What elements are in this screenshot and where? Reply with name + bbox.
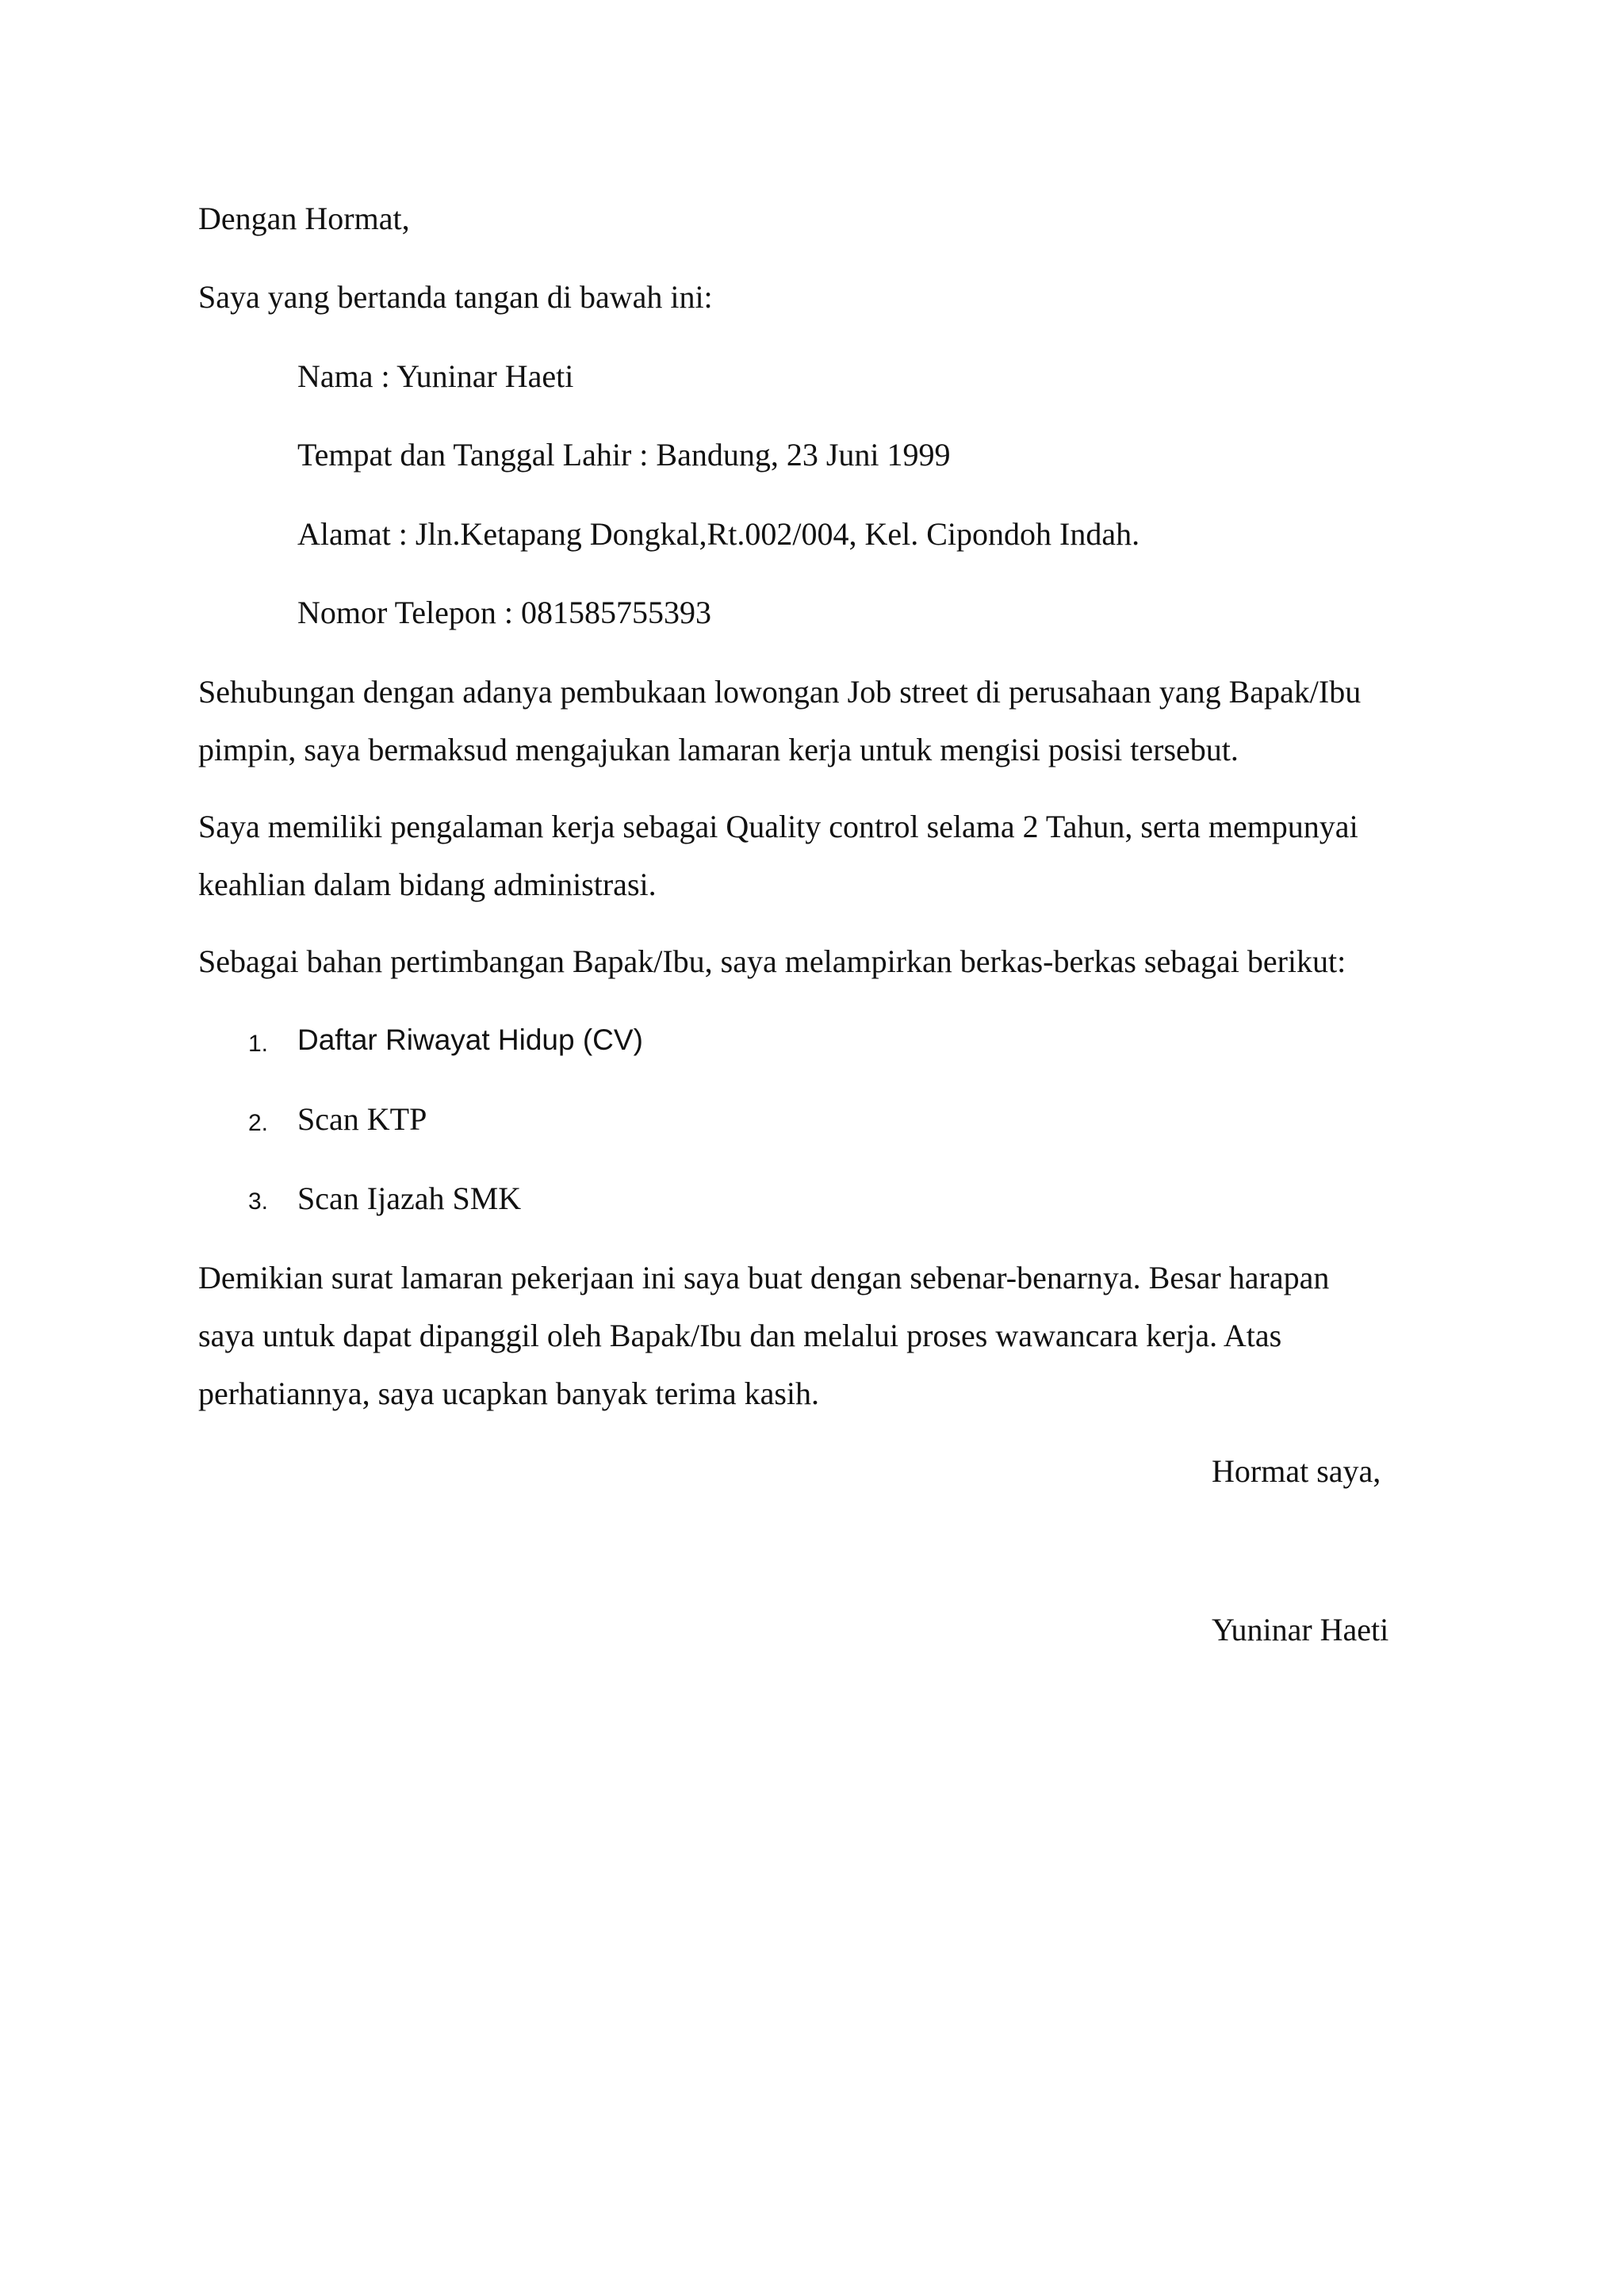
paragraph2-line1: Saya memiliki pengalaman kerja sebagai Quality control selama 2 Tahun, serta mempunyai bbox=[198, 809, 1358, 844]
closing-line1: Demikian surat lamaran pekerjaan ini saya buat dengan sebenar-benarnya. Besar harapan bbox=[198, 1260, 1330, 1295]
identity-phone: Nomor Telepon : 081585755393 bbox=[297, 595, 711, 630]
signoff: Hormat saya, bbox=[1212, 1453, 1381, 1489]
closing-line2: saya untuk dapat dipanggil oleh Bapak/Ibu dan melalui proses wawancara kerja. Atas bbox=[198, 1318, 1282, 1353]
attachments-intro: Sebagai bahan pertimbangan Bapak/Ibu, saya melampirkan berkas-berkas sebagai berikut: bbox=[198, 943, 1346, 979]
list-number: 1. bbox=[248, 1031, 269, 1057]
list-item-text: Daftar Riwayat Hidup (CV) bbox=[297, 1024, 643, 1056]
list-item-text: Scan Ijazah SMK bbox=[297, 1181, 522, 1216]
list-number: 2. bbox=[248, 1110, 269, 1136]
paragraph2-line2: keahlian dalam bidang administrasi. bbox=[198, 867, 657, 902]
paragraph1-line1: Sehubungan dengan adanya pembukaan lowongan Job street di perusahaan yang Bapak/Ibu bbox=[198, 674, 1362, 710]
identity-birth: Tempat dan Tanggal Lahir : Bandung, 23 Juni 1999 bbox=[297, 437, 951, 473]
intro-line: Saya yang bertanda tangan di bawah ini: bbox=[198, 279, 713, 315]
greeting: Dengan Hormat, bbox=[198, 201, 410, 236]
identity-address: Alamat : Jln.Ketapang Dongkal,Rt.002/004, Kel. Cipondoh Indah. bbox=[297, 516, 1140, 552]
list-number: 3. bbox=[248, 1188, 269, 1215]
identity-name: Nama : Yuninar Haeti bbox=[297, 358, 574, 394]
signature-name: Yuninar Haeti bbox=[1212, 1612, 1389, 1647]
paragraph1-line2: pimpin, saya bermaksud mengajukan lamaran kerja untuk mengisi posisi tersebut. bbox=[198, 732, 1239, 767]
closing-line3: perhatiannya, saya ucapkan banyak terima kasih. bbox=[198, 1376, 820, 1411]
list-item-text: Scan KTP bbox=[297, 1101, 427, 1137]
